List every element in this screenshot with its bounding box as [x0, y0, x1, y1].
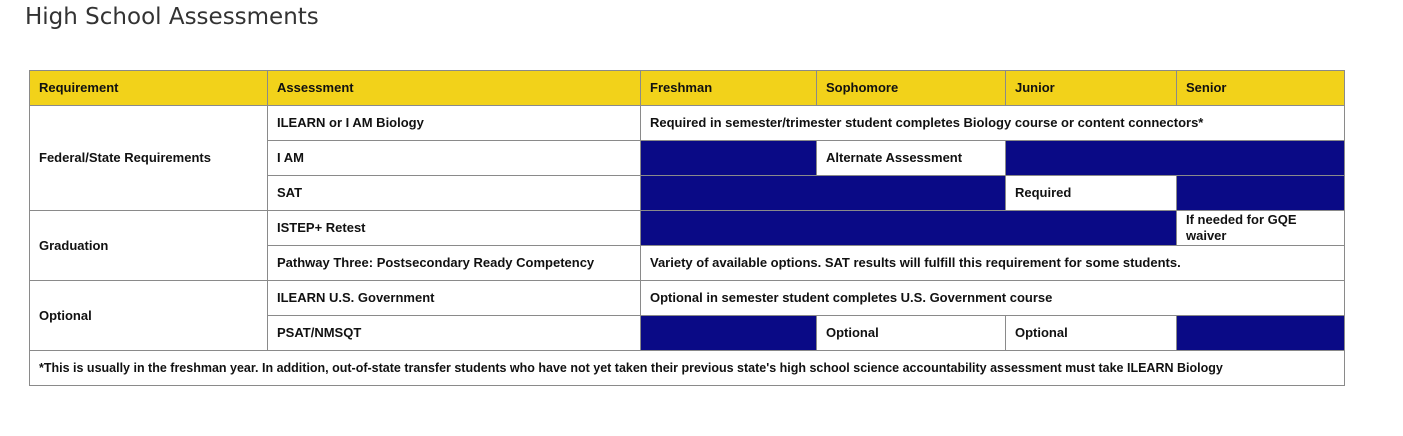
assessment-i-am: I AM [268, 141, 641, 176]
header-row [30, 71, 1345, 106]
assessment-pathway: Pathway Three: Postsecondary Ready Competency [268, 246, 641, 281]
psat-junior: Optional [1006, 316, 1177, 351]
ilearn-biology-note: Required in semester/trimester student completes Biology course or content connectors* [641, 106, 1345, 141]
blocked-cell [1006, 141, 1345, 176]
blocked-cell [641, 211, 1177, 246]
table-row [30, 211, 1345, 246]
header-senior: Senior [1177, 71, 1345, 106]
footnote: *This is usually in the freshman year. In addition, out-of-state transfer students who have not yet taken their previous state's high school science accountability assessment must take ILEARN Biology [30, 351, 1345, 386]
assessment-table [29, 70, 1345, 386]
header-assessment: Assessment [268, 71, 641, 106]
header-sophomore: Sophomore [817, 71, 1006, 106]
blocked-cell [641, 141, 817, 176]
i-am-sophomore: Alternate Assessment [817, 141, 1006, 176]
assessment-ilearn-gov: ILEARN U.S. Government [268, 281, 641, 316]
blocked-cell [641, 176, 1006, 211]
group-optional: Optional [30, 281, 268, 351]
sat-junior: Required [1006, 176, 1177, 211]
blocked-cell [1177, 176, 1345, 211]
blocked-cell [641, 316, 817, 351]
table-row [30, 106, 1345, 141]
assessment-sat: SAT [268, 176, 641, 211]
assessment-psat: PSAT/NMSQT [268, 316, 641, 351]
group-graduation: Graduation [30, 211, 268, 281]
table-row [30, 281, 1345, 316]
psat-sophomore: Optional [817, 316, 1006, 351]
footnote-row [30, 351, 1345, 386]
header-junior: Junior [1006, 71, 1177, 106]
group-federal: Federal/State Requirements [30, 106, 268, 211]
pathway-note: Variety of available options. SAT results will fulfill this requirement for some students. [641, 246, 1345, 281]
ilearn-gov-note: Optional in semester student completes U.S. Government course [641, 281, 1345, 316]
assessment-ilearn-biology: ILEARN or I AM Biology [268, 106, 641, 141]
assessment-istep: ISTEP+ Retest [268, 211, 641, 246]
istep-senior: If needed for GQE waiver [1177, 211, 1345, 246]
header-freshman: Freshman [641, 71, 817, 106]
blocked-cell [1177, 316, 1345, 351]
page-title: High School Assessments [25, 4, 319, 30]
header-requirement: Requirement [30, 71, 268, 106]
